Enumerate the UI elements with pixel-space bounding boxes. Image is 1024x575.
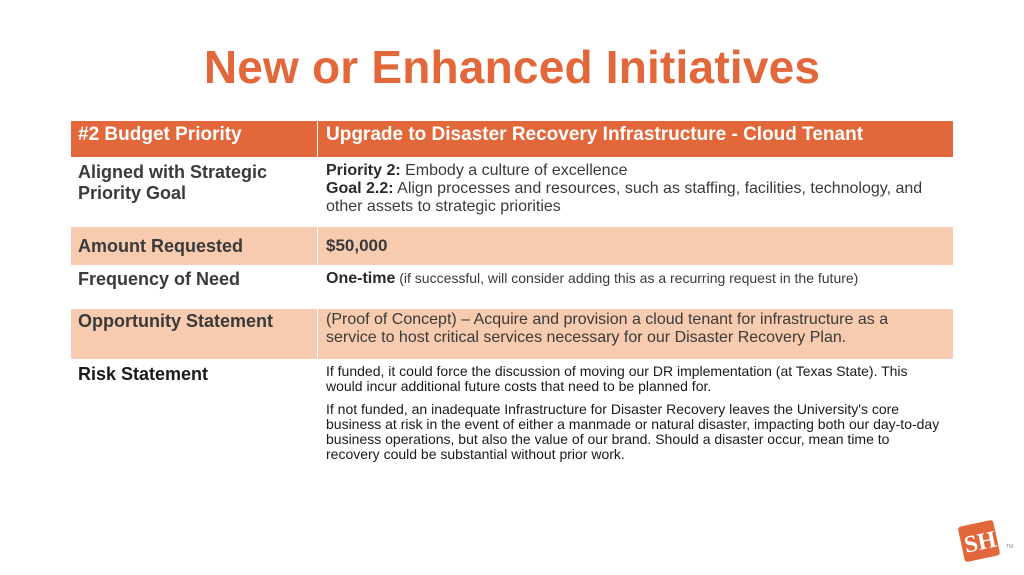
- goal-line: [326, 180, 943, 216]
- goal-bold: Goal 2.2:: [326, 180, 394, 197]
- initiative-table: [71, 121, 953, 470]
- logo-text: SH: [962, 526, 999, 559]
- header-label: #2 Budget Priority: [78, 124, 242, 145]
- header-label-cell: [71, 121, 318, 157]
- frequency-note: (if successful, will consider adding this as a recurring request in the future): [395, 270, 859, 286]
- header-value-cell: [318, 121, 954, 157]
- amount-label: Amount Requested: [78, 236, 244, 256]
- priority-line: [326, 162, 943, 180]
- header-value: Upgrade to Disaster Recovery Infrastructure - Cloud Tenant: [326, 124, 864, 145]
- aligned-value: [326, 157, 943, 216]
- priority-text: Embody a culture of excellence: [400, 162, 628, 179]
- table-row-frequency: [71, 265, 953, 309]
- table-header-row: [71, 121, 953, 157]
- aligned-label: Aligned with Strategic Priority Goal: [78, 162, 268, 203]
- amount-value: $50,000: [326, 236, 388, 255]
- logo-trademark: TM: [1006, 544, 1014, 550]
- table-row-amount: [71, 227, 953, 265]
- risk-para-funded: If funded, it could force the discussion of moving our DR implementation (at Texas State). This would incur additional future costs that need to be planned for.: [326, 363, 908, 394]
- frequency-bold: One-time: [326, 270, 396, 287]
- opportunity-value: (Proof of Concept) – Acquire and provision a cloud tenant for infrastructure as a service to host critical services necessary for our Disaster Recovery Plan.: [326, 311, 889, 346]
- risk-value: [326, 359, 943, 462]
- frequency-label: Frequency of Need: [78, 269, 241, 289]
- slide-title: New or Enhanced Initiatives: [203, 41, 821, 93]
- goal-text: Align processes and resources, such as staffing, facilities, technology, and other assets to strategic priorities: [326, 180, 923, 215]
- frequency-value: [326, 265, 943, 288]
- table-row-risk: [71, 359, 953, 470]
- university-logo-icon: [955, 518, 1005, 564]
- priority-bold: Priority 2:: [326, 162, 401, 179]
- table-row-opportunity: [71, 309, 953, 359]
- risk-para-not-funded: If not funded, an inadequate Infrastructure for Disaster Recovery leaves the University's core business at risk in the event of either a manmade or natural disaster, impacting both our day-to-day business operations, but also the value of our brand. Should a disaster occur, mean time to recovery could be substantial without prior work.: [326, 401, 940, 462]
- risk-label: Risk Statement: [78, 364, 209, 384]
- table-row-aligned: [71, 157, 953, 227]
- opportunity-label: Opportunity Statement: [78, 311, 274, 331]
